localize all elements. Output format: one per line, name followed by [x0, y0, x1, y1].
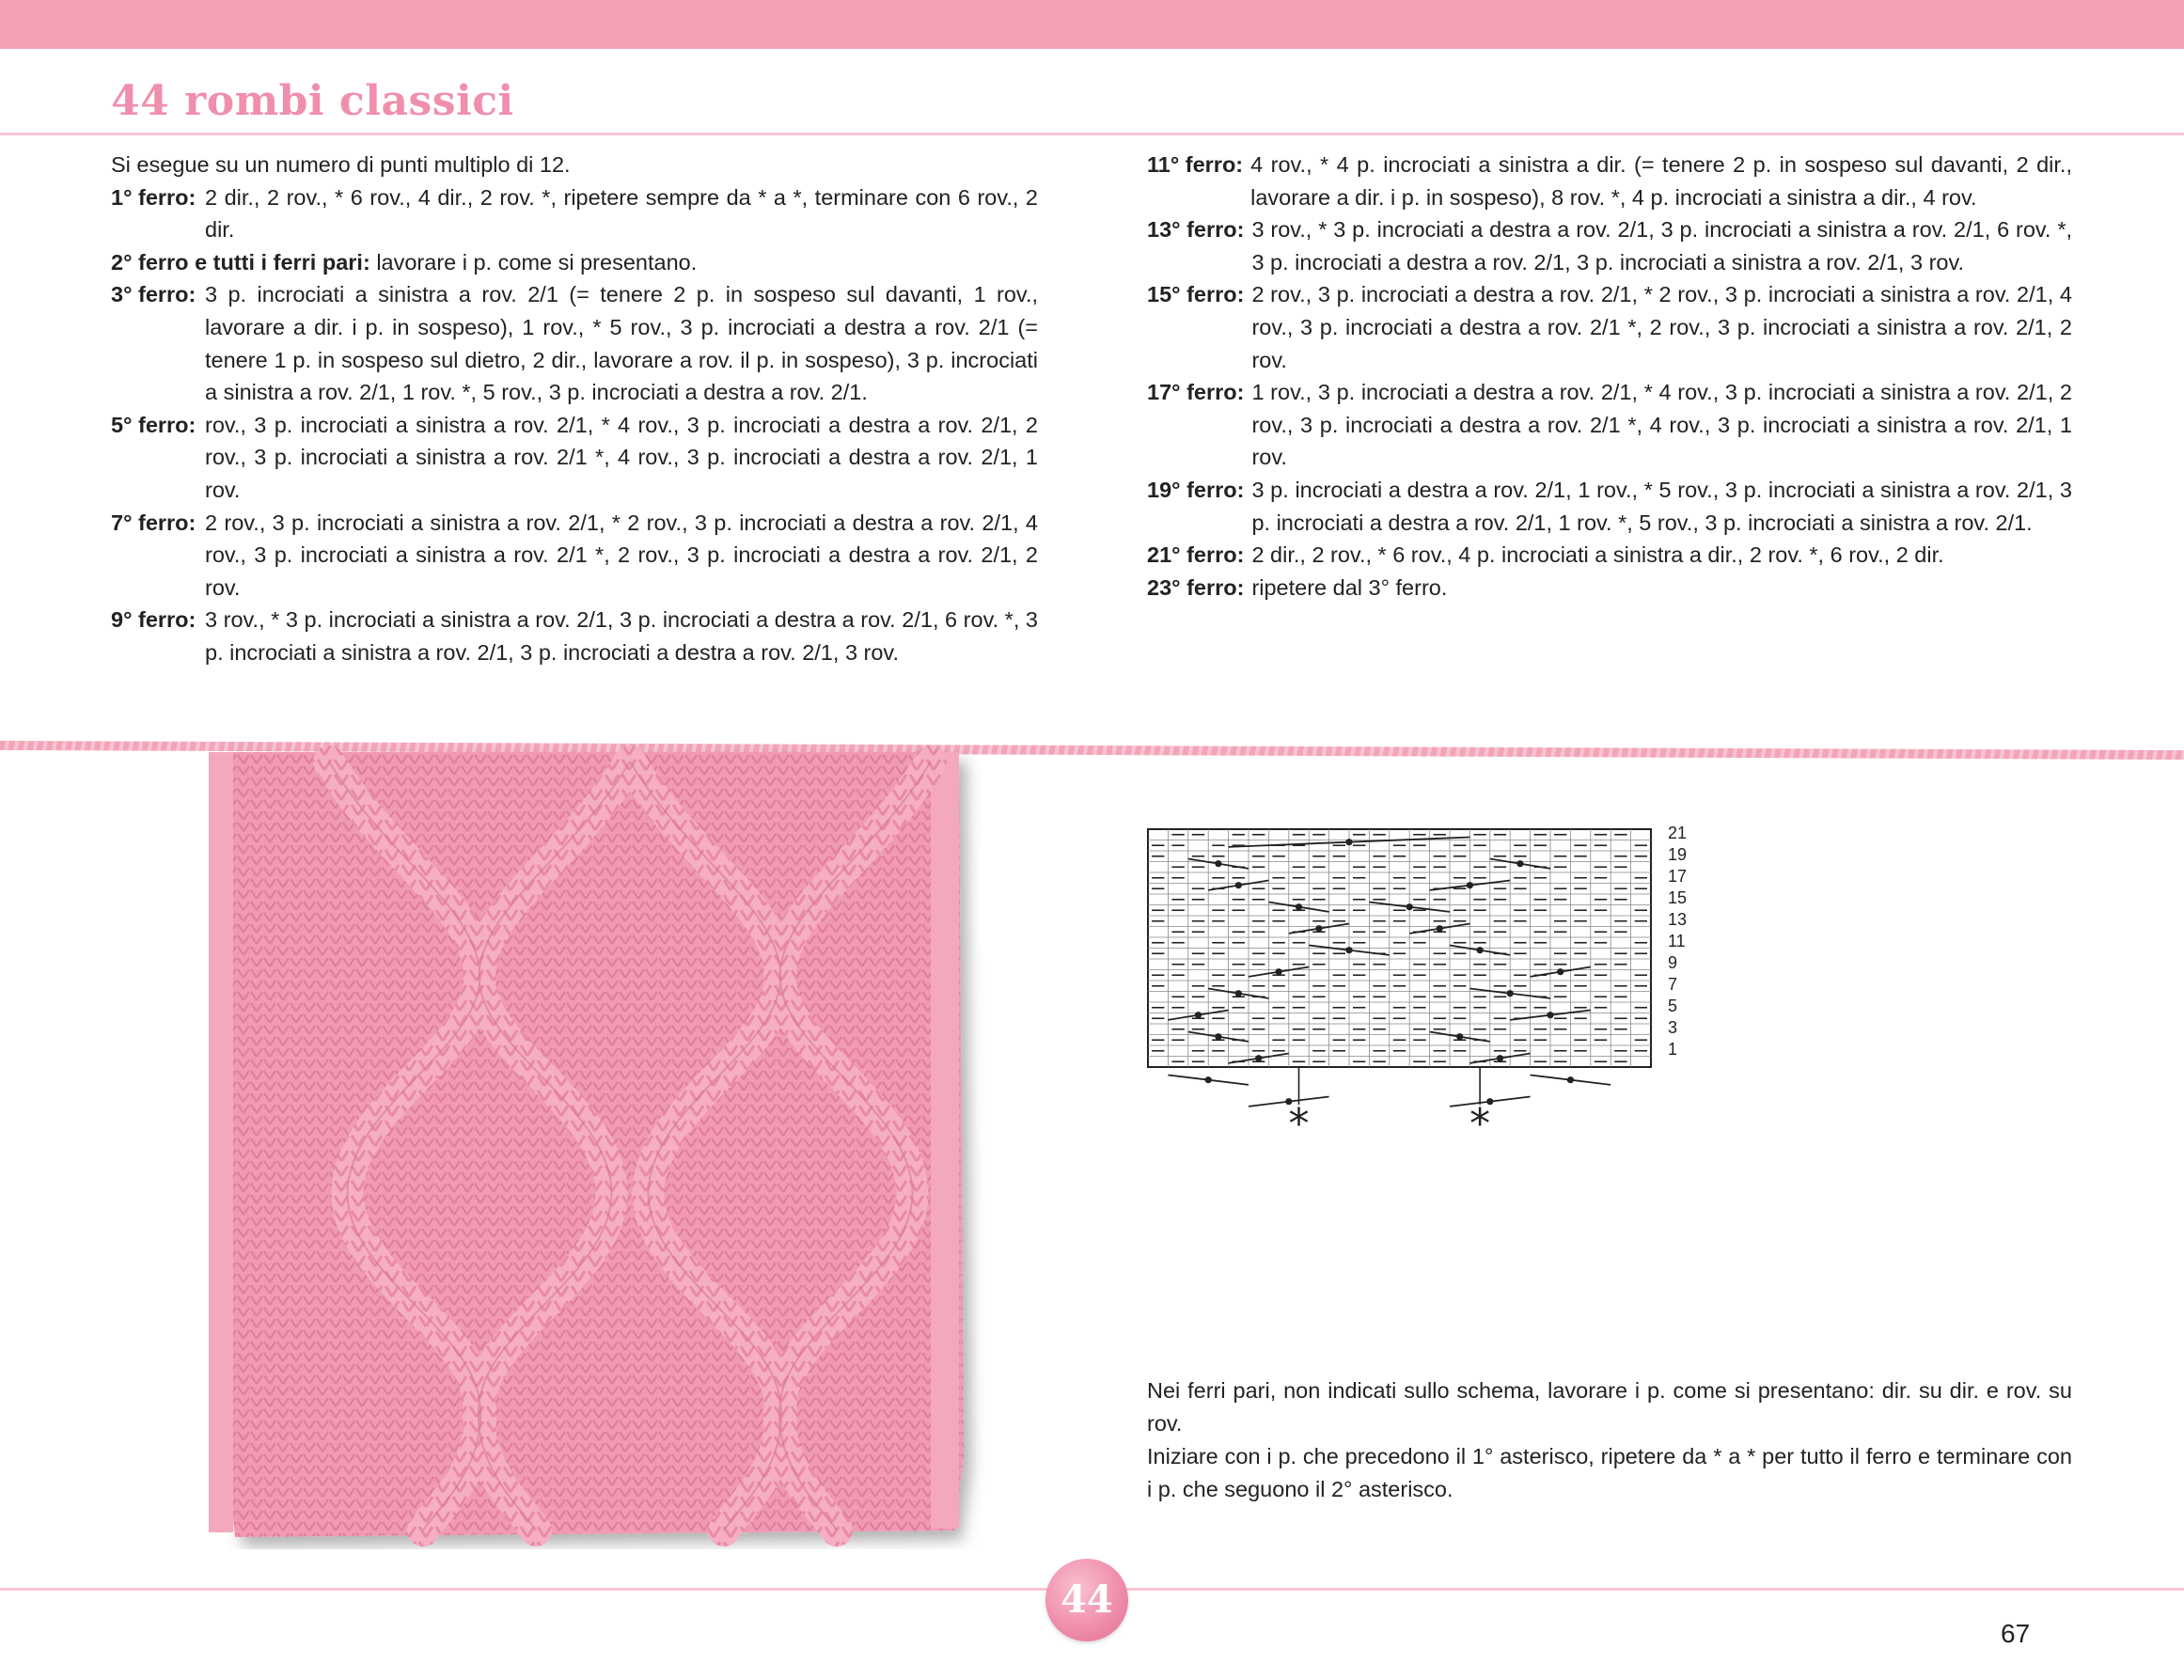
chart-row-label: 17 — [1668, 867, 1688, 886]
row-text: rov., 3 p. incrociati a sinistra a rov. 2/1, * 4 rov., 3 p. incrociati a destra a rov. 2/1, 2 rov., 3 p. incrociati a sinistra a rov. 2/1 *, 4 rov., 3 p. incrociati a destra a rov. 2/1, 1 rov. — [205, 412, 1038, 502]
page-number: 67 — [2001, 1619, 2031, 1648]
cable-cross-dot — [1215, 860, 1221, 867]
row-2 — [111, 246, 1038, 279]
chart-row-label: 15 — [1668, 888, 1688, 907]
note-paragraph-1: Nei ferri pari, non indicati sullo schema, lavorare i p. come si presentano: dir. su dir. e rov. su rov. — [1147, 1378, 2072, 1436]
chart-row-label: 19 — [1668, 845, 1688, 864]
row-5 — [111, 409, 1038, 507]
cable-cross-dot — [1315, 925, 1322, 932]
chart-row-label: 21 — [1668, 824, 1688, 842]
chart-row-label: 7 — [1668, 975, 1678, 994]
chart-row-label: 9 — [1668, 953, 1678, 972]
note-paragraph-2: Iniziare con i p. che precedono il 1° asterisco, ripetere da * a * per tutto il ferro e terminare con i p. che seguono il 2° asterisco. — [1147, 1444, 2072, 1501]
row-text: 2 dir., 2 rov., * 6 rov., 4 p. incrociati a sinistra a dir., 2 rov. *, 6 rov., 2 dir. — [1251, 542, 1944, 568]
row-text: 2 rov., 3 p. incrociati a destra a rov. 2/1, * 2 rov., 3 p. incrociati a sinistra a rov. 2/1, 4 rov., 3 p. incrociati a destra a rov. 2/1 *, 2 rov., 3 p. incrociati a sinistra a rov. 2/1, 2 rov. — [1251, 282, 2072, 372]
cable-cross-dot — [1557, 968, 1563, 975]
cable-cross-dot — [1477, 947, 1484, 953]
chart-row-label: 3 — [1668, 1018, 1678, 1037]
cable-cross-dot — [1467, 882, 1473, 888]
chart-row-labels — [1668, 824, 1687, 1059]
row-label: 3° ferro: — [111, 282, 196, 307]
chart-row-label: 5 — [1668, 997, 1678, 1015]
row-text: ripetere dal 3° ferro. — [1251, 574, 1448, 600]
row-3 — [111, 278, 1038, 408]
row-label: 9° ferro: — [111, 607, 196, 633]
knitted-swatch-image — [197, 743, 1006, 1549]
row-text: 2 rov., 3 p. incrociati a sinistra a rov. 2/1, * 2 rov., 3 p. incrociati a destra a rov. 2/1, 4 rov., 3 p. incrociati a sinistra a rov. 2/1 *, 2 rov., 3 p. incrociati a destra a rov. 2/1, 2 rov. — [205, 510, 1038, 600]
row-text: 3 p. incrociati a destra a rov. 2/1, 1 rov., * 5 rov., 3 p. incrociati a sinistra a rov. 2/1, 3 p. incrociati a destra a rov. 2/1, 1 rov. *, 5 rov., 3 p. incrociati a sinistra a rov. 2/1. — [1251, 477, 2072, 535]
cable-cross-dot — [1235, 882, 1242, 888]
cable-cross-dot — [1345, 947, 1352, 953]
row-11 — [1147, 149, 2072, 213]
cable-cross-dot — [1345, 839, 1352, 845]
cable-cross-dot — [1205, 1076, 1212, 1083]
cable-cross-dot — [1255, 1055, 1262, 1061]
row-9 — [111, 604, 1038, 668]
cable-cross-dot — [1547, 1012, 1553, 1018]
intro-text: Si esegue su un numero di punti multiplo di 12. — [111, 152, 571, 177]
asterisk-glyph: * — [1469, 1100, 1491, 1130]
cable-cross-dot — [1516, 860, 1523, 867]
row-21 — [1147, 539, 2072, 572]
cable-cross-dot — [1507, 990, 1514, 997]
chart-note — [1147, 1374, 2072, 1506]
cable-cross-dot — [1437, 925, 1443, 932]
row-19 — [1147, 474, 2072, 539]
row-text: 4 rov., * 4 p. incrociati a sinistra a dir. (= tenere 2 p. in sospeso sul davanti, 2 dir., lavorare a dir. i p. in sospeso), 8 rov. *, 4 p. incrociati a sinistra a dir., 4 rov. — [1250, 152, 2072, 210]
cable-cross-dot — [1235, 990, 1242, 997]
ball-number: 44 — [1061, 1578, 1113, 1622]
row-text: 3 rov., * 3 p. incrociati a sinistra a rov. 2/1, 3 p. incrociati a destra a rov. 2/1, 6 rov. *, 3 p. incrociati a sinistra a rov. 2/1, 3 p. incrociati a destra a rov. 2/1, 3 rov. — [205, 607, 1038, 665]
row-label: 21° ferro: — [1147, 542, 1245, 568]
row-text: 3 p. incrociati a sinistra a rov. 2/1 (= tenere 2 p. in sospeso sul davanti, 1 rov., lavorare a dir. i p. in sospeso), 1 rov., * 5 rov., 3 p. incrociati a destra a rov. 2/1 (= tenere 1 p. in sospeso sul dietro, 2 dir., lavorare a rov. il p. in sospeso), 3 p. incrociati a sinistra a rov. 2/1, 1 rov. *, 5 rov., 3 p. incrociati a destra a rov. 2/1. — [205, 282, 1038, 405]
row-17 — [1147, 376, 2072, 474]
cable-cross-dot — [1567, 1076, 1574, 1083]
row-label: 5° ferro: — [111, 412, 196, 437]
page-title: 44 rombi classici — [111, 77, 514, 125]
row-label: 1° ferro: — [111, 184, 196, 210]
row-label: 17° ferro: — [1147, 380, 1245, 405]
row-1 — [111, 181, 1038, 246]
cable-cross-dot — [1195, 1012, 1202, 1018]
chart-row-label: 1 — [1668, 1040, 1678, 1059]
top-color-bar — [0, 0, 2184, 49]
cable-cross-dot — [1497, 1055, 1503, 1061]
cable-cross-dot — [1456, 1033, 1463, 1040]
row-text: 2 dir., 2 rov., * 6 rov., 4 dir., 2 rov. *, ripetere sempre da * a *, terminare con 6 rov., 2 dir. — [205, 184, 1038, 243]
row-23 — [1147, 572, 2072, 604]
instructions-right — [1147, 149, 2072, 604]
chart-row-label: 11 — [1668, 932, 1686, 950]
cable-cross-dot — [1276, 968, 1282, 975]
cable-cross-dot — [1406, 903, 1413, 910]
asterisk-glyph: * — [1288, 1100, 1310, 1130]
row-text: 1 rov., 3 p. incrociati a destra a rov. 2/1, * 4 rov., 3 p. incrociati a sinistra a rov. 2/1, 2 rov., 3 p. incrociati a destra a rov. 2/1 *, 4 rov., 3 p. incrociati a sinistra a rov. 2/1, 1 rov. — [1251, 380, 2072, 470]
cable-cross-dot — [1215, 1033, 1221, 1040]
row-label: 19° ferro: — [1147, 477, 1245, 502]
knitting-chart — [1142, 820, 1744, 1130]
row-text: 3 rov., * 3 p. incrociati a destra a rov. 2/1, 3 p. incrociati a sinistra a rov. 2/1, 6 rov. *, 3 p. incrociati a destra a rov. 2/1, 3 p. incrociati a sinistra a rov. 2/1, 3 rov. — [1251, 217, 2072, 275]
instructions-left — [111, 149, 1038, 669]
yarn-ball-badge — [1045, 1559, 1128, 1641]
row-label: 7° ferro: — [111, 510, 196, 535]
row-label: 2° ferro e tutti i ferri pari: — [111, 249, 370, 275]
row-label: 13° ferro: — [1147, 217, 1245, 243]
row-15 — [1147, 278, 2072, 376]
row-label: 11° ferro: — [1147, 152, 1244, 177]
row-text: lavorare i p. come si presentano. — [376, 249, 698, 275]
chart-row-label: 13 — [1668, 910, 1688, 929]
row-label: 23° ferro: — [1147, 574, 1245, 600]
row-7 — [111, 507, 1038, 604]
row-13 — [1147, 213, 2072, 278]
row-label: 15° ferro: — [1147, 282, 1245, 307]
title-divider — [0, 133, 2184, 135]
repeat-asterisk-marker — [1289, 1067, 1310, 1130]
cable-cross-dot — [1296, 903, 1302, 910]
repeat-asterisk-marker — [1469, 1067, 1490, 1130]
